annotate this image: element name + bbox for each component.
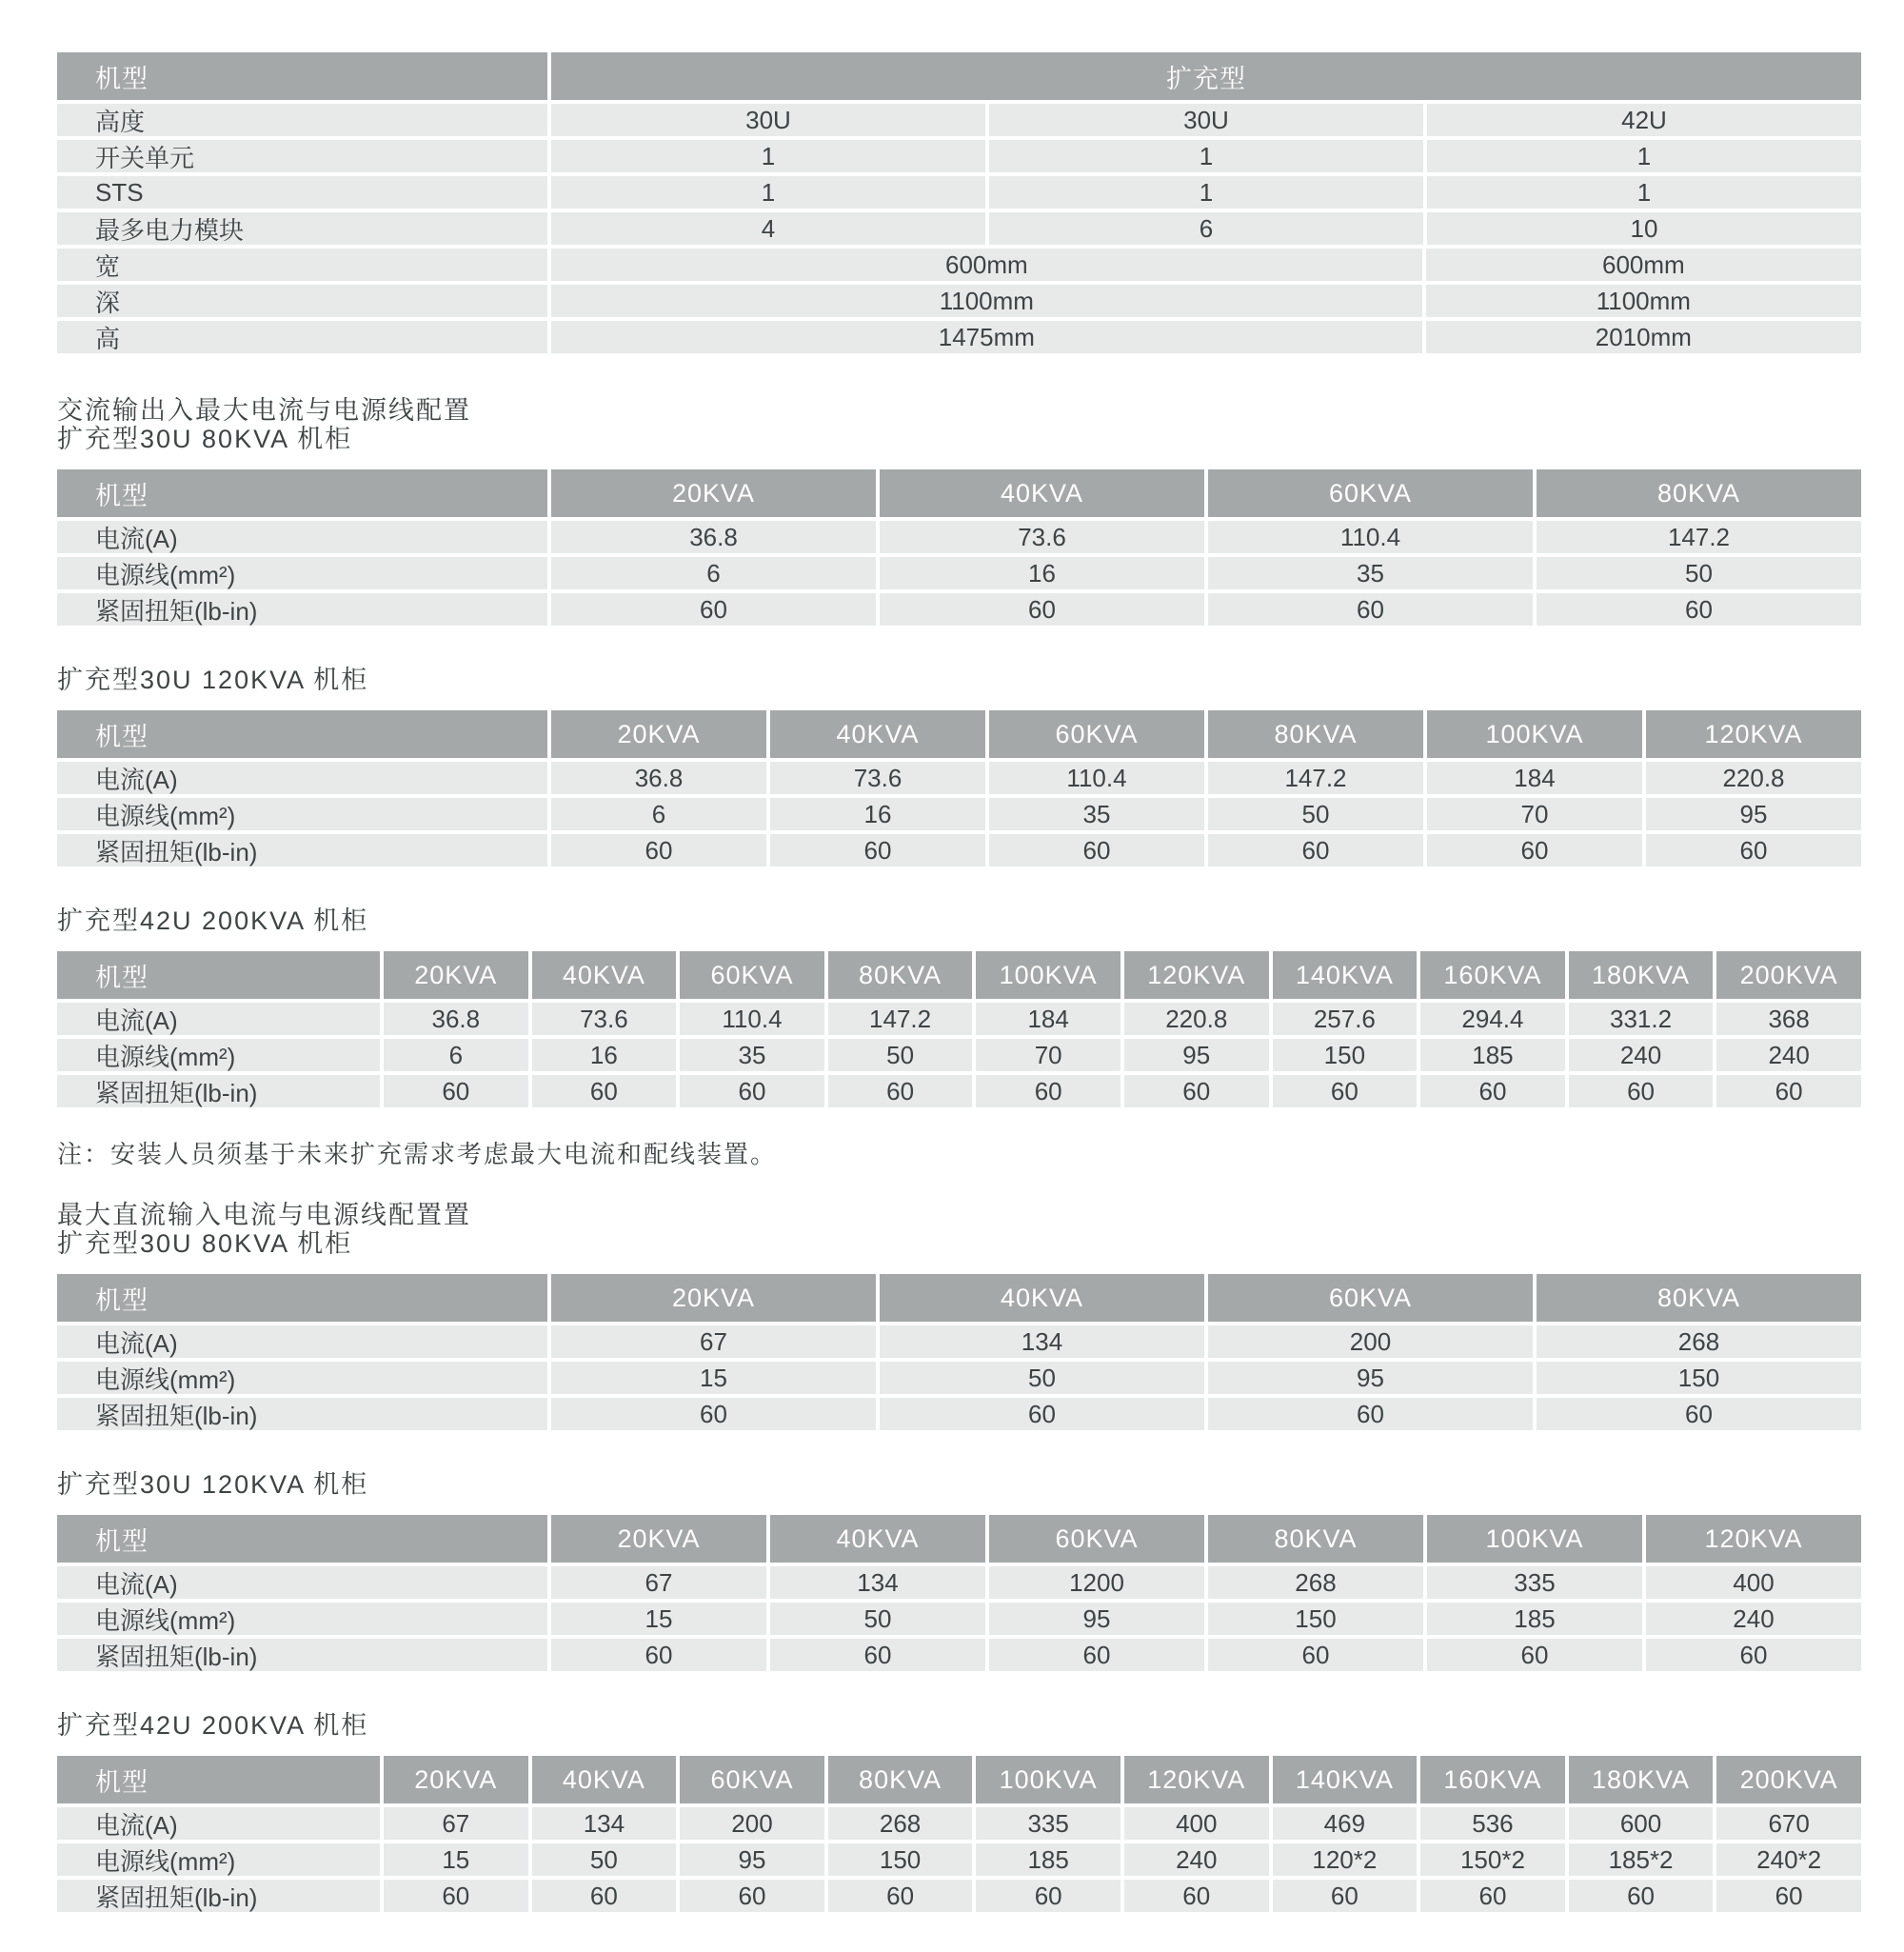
spec-row [57,104,1861,136]
kva-value-cell: 60 [551,1398,876,1430]
kva-row [57,1039,1861,1071]
kva-value-cell: 240 [1716,1039,1861,1071]
kva-row-label: 电流(A) [57,521,547,553]
kva-row [57,1075,1861,1107]
kva-value-cell: 15 [551,1603,766,1635]
kva-value-cell: 35 [1208,557,1533,589]
kva-value-cell: 70 [976,1039,1121,1071]
kva-column-header: 140KVA [1273,1756,1418,1803]
kva-row-label: 电流(A) [57,1003,380,1035]
kva-value-cell: 134 [532,1807,677,1840]
kva-row-label: 电源线(mm²) [57,1362,547,1394]
kva-row-label: 电源线(mm²) [57,798,547,830]
spec-value-cell: 42U [1427,104,1861,136]
kva-value-cell: 60 [1208,834,1423,866]
kva-column-header: 60KVA [1208,1274,1533,1322]
kva-value-cell: 60 [880,1398,1204,1430]
kva-value-cell: 6 [551,557,876,589]
kva-value-cell: 50 [828,1039,973,1071]
spec-value-cell: 4 [551,212,985,245]
kva-value-cell: 60 [1646,834,1861,866]
kva-value-cell: 73.6 [880,521,1204,553]
kva-value-cell: 60 [1208,1398,1533,1430]
ac-kva-table [57,710,1861,866]
kva-column-header: 160KVA [1420,951,1565,999]
kva-column-header: 80KVA [1537,469,1861,517]
kva-row [57,1566,1861,1599]
kva-value-cell: 220.8 [1646,762,1861,794]
kva-value-cell: 60 [551,1639,766,1671]
kva-value-cell: 60 [551,593,876,626]
kva-value-cell: 60 [1124,1880,1269,1912]
kva-value-cell: 1200 [989,1566,1204,1599]
kva-value-cell: 60 [532,1880,677,1912]
kva-value-cell: 60 [770,834,985,866]
kva-value-cell: 185 [1420,1039,1565,1071]
spec-row-label: 开关单元 [57,140,547,172]
spec-row [57,140,1861,172]
installation-note: 注：安装人员须基于未来扩充需求考虑最大电流和配线装置。 [57,1140,778,1168]
kva-value-cell: 60 [680,1880,824,1912]
kva-column-header: 100KVA [1427,1515,1642,1563]
kva-value-cell: 95 [680,1843,824,1876]
spec-value-cell: 600mm [551,249,1422,281]
kva-row [57,1639,1861,1671]
kva-value-cell: 95 [989,1603,1204,1635]
kva-value-cell: 60 [1427,834,1642,866]
spec-value-cell: 1 [551,176,985,209]
kva-value-cell: 67 [551,1566,766,1599]
kva-column-header: 20KVA [551,1274,876,1322]
kva-value-cell: 331.2 [1569,1003,1714,1035]
kva-value-cell: 268 [828,1807,973,1840]
kva-row-label: 电流(A) [57,1807,380,1840]
kva-row [57,762,1861,794]
kva-value-cell: 185 [976,1843,1121,1876]
kva-value-cell: 134 [770,1566,985,1599]
kva-value-cell: 15 [384,1843,528,1876]
kva-row-label: 电源线(mm²) [57,1039,380,1071]
kva-value-cell: 50 [532,1843,677,1876]
kva-column-header: 60KVA [1208,469,1533,517]
spec-value-cell: 1 [989,140,1423,172]
spec-value-cell: 1 [1427,176,1861,209]
kva-value-cell: 50 [880,1362,1204,1394]
kva-corner-cell: 机型 [57,951,380,999]
kva-column-header: 100KVA [1427,710,1642,758]
kva-column-header: 40KVA [880,469,1204,517]
kva-value-cell: 60 [1124,1075,1269,1107]
ac-section [57,396,1847,1107]
kva-value-cell: 60 [1208,593,1533,626]
kva-value-cell: 240 [1646,1603,1861,1635]
kva-column-header: 120KVA [1124,951,1269,999]
kva-row-label: 电流(A) [57,1325,547,1358]
kva-value-cell: 73.6 [532,1003,677,1035]
kva-value-cell: 36.8 [384,1003,528,1035]
kva-value-cell: 400 [1646,1566,1861,1599]
kva-value-cell: 50 [770,1603,985,1635]
spec-row [57,176,1861,209]
kva-value-cell: 60 [1716,1075,1861,1107]
kva-column-header: 40KVA [880,1274,1204,1322]
kva-value-cell: 60 [384,1880,528,1912]
kva-value-cell: 36.8 [551,521,876,553]
spec-value-cell: 30U [551,104,985,136]
spec-value-cell: 1 [551,140,985,172]
kva-value-cell: 150*2 [1420,1843,1565,1876]
kva-row-label: 紧固扭矩(lb-in) [57,834,547,866]
dc-section-heading: 最大直流输入电流与电源线配置置 [57,1201,471,1229]
kva-column-header: 80KVA [1208,710,1423,758]
kva-row [57,557,1861,589]
kva-header-row [57,951,1861,999]
kva-value-cell: 95 [1208,1362,1533,1394]
kva-value-cell: 95 [1646,798,1861,830]
kva-row-label: 紧固扭矩(lb-in) [57,1880,380,1912]
kva-value-cell: 60 [976,1075,1121,1107]
spec-row-label: 高度 [57,104,547,136]
kva-row-label: 紧固扭矩(lb-in) [57,593,547,626]
kva-column-header: 60KVA [989,710,1204,758]
kva-value-cell: 150 [1537,1362,1861,1394]
kva-header-row [57,710,1861,758]
kva-row [57,1807,1861,1840]
kva-column-header: 180KVA [1569,951,1714,999]
kva-value-cell: 6 [384,1039,528,1071]
kva-row [57,1843,1861,1876]
kva-row [57,1880,1861,1912]
kva-column-header: 40KVA [532,951,677,999]
kva-column-header: 40KVA [532,1756,677,1803]
dc-kva-table [57,1274,1861,1430]
kva-row [57,1003,1861,1035]
kva-value-cell: 147.2 [1537,521,1861,553]
kva-column-header: 140KVA [1273,951,1418,999]
kva-value-cell: 536 [1420,1807,1565,1840]
kva-value-cell: 50 [1208,798,1423,830]
kva-row-label: 紧固扭矩(lb-in) [57,1639,547,1671]
kva-column-header: 120KVA [1646,1515,1861,1563]
ac-kva-table [57,469,1861,626]
kva-value-cell: 600 [1569,1807,1714,1840]
kva-value-cell: 257.6 [1273,1003,1418,1035]
kva-value-cell: 240 [1124,1843,1269,1876]
spec-group-header-cell: 扩充型 [551,52,1861,100]
kva-row-label: 电源线(mm²) [57,1603,547,1635]
kva-value-cell: 268 [1208,1566,1423,1599]
spec-value-cell: 6 [989,212,1423,245]
spec-value-cell: 30U [989,104,1423,136]
kva-value-cell: 60 [1273,1880,1418,1912]
kva-column-header: 80KVA [1208,1515,1423,1563]
kva-row-label: 电流(A) [57,762,547,794]
ac-table-subtitle: 扩充型30U 120KVA 机柜 [57,666,369,694]
spec-value-cell: 10 [1427,212,1861,245]
kva-row-label: 紧固扭矩(lb-in) [57,1398,547,1430]
kva-value-cell: 184 [976,1003,1121,1035]
kva-row [57,798,1861,830]
kva-value-cell: 36.8 [551,762,766,794]
kva-value-cell: 60 [1420,1075,1565,1107]
kva-row [57,521,1861,553]
spec-value-cell: 1 [1427,140,1861,172]
dc-kva-table [57,1515,1861,1671]
kva-value-cell: 240*2 [1716,1843,1861,1876]
ac-tables-container [57,425,1847,1107]
kva-column-header: 20KVA [551,469,876,517]
kva-value-cell: 147.2 [1208,762,1423,794]
spec-row-label: STS [57,176,547,209]
kva-value-cell: 368 [1716,1003,1861,1035]
kva-column-header: 60KVA [680,1756,824,1803]
kva-value-cell: 6 [551,798,766,830]
kva-row [57,593,1861,626]
kva-value-cell: 400 [1124,1807,1269,1840]
spec-value-cell: 600mm [1426,249,1861,281]
ac-section-heading: 交流输出入最大电流与电源线配置 [57,396,471,425]
kva-value-cell: 60 [1537,1398,1861,1430]
kva-value-cell: 110.4 [989,762,1204,794]
kva-column-header: 80KVA [1537,1274,1861,1322]
kva-corner-cell: 机型 [57,1515,547,1563]
kva-row [57,1325,1861,1358]
kva-value-cell: 134 [880,1325,1204,1358]
kva-value-cell: 60 [1646,1639,1861,1671]
kva-value-cell: 670 [1716,1807,1861,1840]
kva-value-cell: 185*2 [1569,1843,1714,1876]
spec-value-cell: 1100mm [1426,285,1861,317]
kva-value-cell: 60 [880,593,1204,626]
spec-value-cell: 1100mm [551,285,1422,317]
kva-value-cell: 110.4 [680,1003,824,1035]
kva-row [57,1398,1861,1430]
kva-corner-cell: 机型 [57,1274,547,1322]
cabinet-spec-table [57,52,1861,353]
kva-row [57,834,1861,866]
dc-kva-table [57,1756,1861,1912]
kva-value-cell: 50 [1537,557,1861,589]
kva-value-cell: 335 [976,1807,1121,1840]
kva-value-cell: 200 [1208,1325,1533,1358]
kva-column-header: 80KVA [828,951,973,999]
kva-value-cell: 60 [551,834,766,866]
kva-value-cell: 60 [1569,1075,1714,1107]
kva-value-cell: 185 [1427,1603,1642,1635]
kva-corner-cell: 机型 [57,1756,380,1803]
kva-column-header: 200KVA [1716,951,1861,999]
spec-row-label: 深 [57,285,547,317]
kva-value-cell: 67 [384,1807,528,1840]
kva-column-header: 60KVA [680,951,824,999]
kva-value-cell: 220.8 [1124,1003,1269,1035]
kva-header-row [57,1515,1861,1563]
spec-corner-cell: 机型 [57,52,547,100]
kva-header-row [57,1756,1861,1803]
dc-table-subtitle: 扩充型42U 200KVA 机柜 [57,1711,369,1740]
kva-corner-cell: 机型 [57,469,547,517]
kva-column-header: 80KVA [828,1756,973,1803]
kva-value-cell: 70 [1427,798,1642,830]
kva-value-cell: 16 [770,798,985,830]
kva-column-header: 120KVA [1124,1756,1269,1803]
kva-value-cell: 16 [880,557,1204,589]
kva-column-header: 20KVA [384,1756,528,1803]
kva-value-cell: 60 [1569,1880,1714,1912]
kva-value-cell: 60 [1537,593,1861,626]
kva-value-cell: 16 [532,1039,677,1071]
kva-value-cell: 240 [1569,1039,1714,1071]
spec-value-cell: 1 [989,176,1423,209]
kva-row-label: 电源线(mm²) [57,1843,380,1876]
ac-table-subtitle: 扩充型30U 80KVA 机柜 [57,425,353,453]
kva-value-cell: 60 [976,1880,1121,1912]
kva-row-label: 紧固扭矩(lb-in) [57,1075,380,1107]
kva-column-header: 20KVA [551,710,766,758]
kva-value-cell: 95 [1124,1039,1269,1071]
kva-row [57,1362,1861,1394]
kva-value-cell: 150 [828,1843,973,1876]
kva-value-cell: 60 [770,1639,985,1671]
kva-column-header: 60KVA [989,1515,1204,1563]
kva-value-cell: 60 [1427,1639,1642,1671]
kva-value-cell: 60 [1420,1880,1565,1912]
kva-row-label: 电流(A) [57,1566,547,1599]
ac-table-subtitle: 扩充型42U 200KVA 机柜 [57,906,369,935]
spec-row [57,285,1861,317]
kva-value-cell: 120*2 [1273,1843,1418,1876]
spec-row [57,321,1861,353]
kva-value-cell: 35 [680,1039,824,1071]
kva-column-header: 100KVA [976,951,1121,999]
kva-value-cell: 60 [384,1075,528,1107]
kva-column-header: 120KVA [1646,710,1861,758]
kva-value-cell: 184 [1427,762,1642,794]
spec-header-row [57,52,1861,100]
ac-kva-table [57,951,1861,1107]
spec-row [57,249,1861,281]
kva-value-cell: 73.6 [770,762,985,794]
kva-corner-cell: 机型 [57,710,547,758]
kva-value-cell: 60 [1716,1880,1861,1912]
kva-value-cell: 60 [989,1639,1204,1671]
dc-section [57,1201,1847,1912]
dc-table-subtitle: 扩充型30U 80KVA 机柜 [57,1229,353,1258]
kva-value-cell: 110.4 [1208,521,1533,553]
kva-value-cell: 150 [1273,1039,1418,1071]
spec-value-cell: 1475mm [551,321,1422,353]
kva-value-cell: 60 [828,1880,973,1912]
kva-value-cell: 15 [551,1362,876,1394]
kva-value-cell: 150 [1208,1603,1423,1635]
kva-column-header: 100KVA [976,1756,1121,1803]
kva-value-cell: 60 [1208,1639,1423,1671]
kva-value-cell: 268 [1537,1325,1861,1358]
kva-column-header: 20KVA [551,1515,766,1563]
kva-column-header: 20KVA [384,951,528,999]
kva-value-cell: 469 [1273,1807,1418,1840]
kva-value-cell: 60 [828,1075,973,1107]
spec-row [57,212,1861,245]
kva-value-cell: 60 [680,1075,824,1107]
dc-tables-container [57,1229,1847,1912]
kva-row [57,1603,1861,1635]
kva-value-cell: 35 [989,798,1204,830]
kva-column-header: 160KVA [1420,1756,1565,1803]
kva-value-cell: 335 [1427,1566,1642,1599]
spec-value-cell: 2010mm [1426,321,1861,353]
kva-value-cell: 67 [551,1325,876,1358]
kva-column-header: 180KVA [1569,1756,1714,1803]
kva-value-cell: 147.2 [828,1003,973,1035]
kva-value-cell: 200 [680,1807,824,1840]
kva-value-cell: 294.4 [1420,1003,1565,1035]
kva-column-header: 40KVA [770,710,985,758]
dc-table-subtitle: 扩充型30U 120KVA 机柜 [57,1470,369,1499]
kva-column-header: 200KVA [1716,1756,1861,1803]
kva-column-header: 40KVA [770,1515,985,1563]
spec-row-label: 高 [57,321,547,353]
kva-row-label: 电源线(mm²) [57,557,547,589]
spec-row-label: 最多电力模块 [57,212,547,245]
kva-value-cell: 60 [532,1075,677,1107]
kva-value-cell: 60 [1273,1075,1418,1107]
kva-header-row [57,1274,1861,1322]
kva-header-row [57,469,1861,517]
kva-value-cell: 60 [989,834,1204,866]
spec-row-label: 宽 [57,249,547,281]
